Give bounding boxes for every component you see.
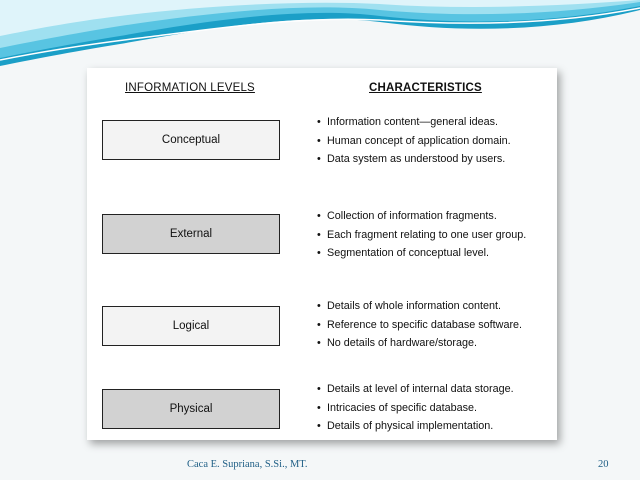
characteristic-item: • Details of physical implementation. (317, 417, 514, 436)
characteristics-conceptual (317, 113, 511, 169)
characteristics-header: CHARACTERISTICS (369, 82, 482, 94)
level-box-conceptual: Conceptual (102, 120, 280, 160)
level-box-external: External (102, 214, 280, 254)
information-levels-header: INFORMATION LEVELS (125, 82, 255, 94)
characteristic-item: • Data system as understood by users. (317, 150, 511, 169)
characteristics-logical (317, 297, 522, 353)
characteristics-external (317, 207, 526, 263)
characteristic-item: • Collection of information fragments. (317, 207, 526, 226)
characteristic-item: • Each fragment relating to one user group. (317, 226, 526, 245)
level-box-physical: Physical (102, 389, 280, 429)
characteristic-item: • Details at level of internal data storage. (317, 380, 514, 399)
characteristic-item: • No details of hardware/storage. (317, 334, 522, 353)
characteristics-physical (317, 380, 514, 436)
footer-author: Caca E. Supriana, S.Si., MT. (187, 459, 308, 470)
characteristic-item: • Segmentation of conceptual level. (317, 244, 526, 263)
characteristic-item: • Human concept of application domain. (317, 132, 511, 151)
characteristic-item: • Information content—general ideas. (317, 113, 511, 132)
characteristic-item: • Reference to specific database software. (317, 316, 522, 335)
characteristic-item: • Details of whole information content. (317, 297, 522, 316)
characteristic-item: • Intricacies of specific database. (317, 399, 514, 418)
diagram-card (87, 68, 557, 440)
level-box-logical: Logical (102, 306, 280, 346)
page-number: 20 (598, 459, 609, 470)
